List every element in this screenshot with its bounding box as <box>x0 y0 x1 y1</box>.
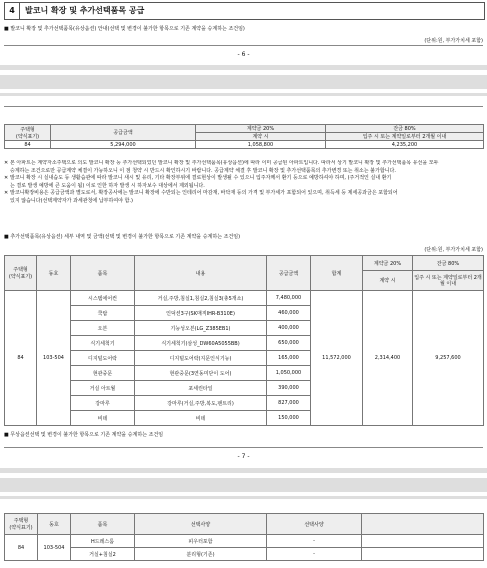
header-balance: 잔금 80% <box>326 125 484 133</box>
list-item: ✕ 본 아파트는 계약자소주택으로 의도 발코니 확장 등 추가선택되었던 발코니 확장 및 추가선택품목(유상옵션)에 따라 이미 공급된 아파트입니다. 따라서 상기 발코니 확장 및 추가선택품목 유선을 모두 <box>4 160 439 166</box>
list-item: 승계하는 조건으로만 공급계약 체결이 가능하오니 이 점 청약 시 반드시 확인하시기 바랍니다. 공급계약 체결 후 발코니 확장 및 추가선택품목의 추가변경 또는 취소는 불가합니다. <box>10 167 396 174</box>
cell-type: 84 <box>5 291 37 426</box>
page-gap-bar <box>0 65 487 70</box>
cell-balance: 9,257,600 <box>413 291 484 426</box>
header-deposit-sub: 계약 시 <box>363 271 413 291</box>
header-balance: 잔금 80% <box>413 256 484 271</box>
free-option-note: ■ 무상옵션선택 및 변경이 불가한 항목으로 기존 계약을 승계하는 조건임 <box>4 432 164 438</box>
header-balance-sub: 입주 시 또는 계약일로부터 2개월 이내 <box>326 133 484 141</box>
table-row: 거실+침실2 분리형(기존) - <box>5 548 484 561</box>
table-row: 디지털도어락 디지털도어락(지문인식기능) 165,000 <box>5 351 484 366</box>
list-item: 있지 않습니다(선택계약자가 과세관청에 납부하여야 함.) <box>10 197 133 204</box>
table-row: 84 103-504 시스템에어컨 거실,주방,침실1,침실2,침실3(총5개소) 7,480,000 11,572,000 2,314,400 9,257,600 <box>5 291 484 306</box>
table-row: 식기세척기 식기세척기(삼성_DW60A5055BB) 650,000 <box>5 336 484 351</box>
section-number: 4 <box>5 3 20 19</box>
page-gap-band <box>0 75 487 89</box>
header-choice-1: 선택사양 <box>135 514 267 535</box>
table-row: 현관중문 현관중문(3연동미닫이 도어) 1,050,000 <box>5 366 484 381</box>
page-number-7: - 7 - <box>237 453 250 460</box>
divider <box>4 447 483 448</box>
cell-dong: 103-504 <box>38 535 71 561</box>
header-price: 공급금액 <box>51 125 196 141</box>
free-option-table <box>4 513 484 561</box>
table-row: 거실 아트월 포세린타일 390,000 <box>5 381 484 396</box>
notice-bullets <box>4 160 483 206</box>
list-item: ✕ 발코니확장비용은 공급금액과 별도로서, 확장공사에는 발코니 확장에 수반되는 인테리어 마감재, 바닥재 등의 가격 및 부가세가 포함되어 있으며, 취득세 등 제세공과금은 포함되어 <box>4 190 398 197</box>
list-item: ✕ 발코니 확장 시 실내습도 등 생활습관에 따라 발코니 새시 및 유리, 기타 확장부위에 결로현상이 발생될 수 있으니 입주자께서 환기 등으로 예방하셔야 하며, (주거적인 실내 환기 <box>4 175 392 182</box>
balcony-price-table <box>4 124 484 149</box>
page-gap-band <box>0 478 487 492</box>
cell-dong: 103-504 <box>37 291 71 426</box>
page-gap-bar <box>0 93 487 96</box>
header-item: 품목 <box>71 256 135 291</box>
table-row: 84 5,294,000 1,058,800 4,235,200 <box>5 141 484 149</box>
header-item: 품목 <box>71 514 135 535</box>
cell-total: 11,572,000 <box>311 291 363 426</box>
page-gap-bar <box>0 468 487 473</box>
header-type: 주택형 (약식표기) <box>5 514 38 535</box>
section-title: 발코니 확장 및 추가선택품목 공급 <box>25 6 145 15</box>
header-balance-sub: 입주 시 또는 계약일로부터 2개월 이내 <box>413 271 484 291</box>
options-price-table <box>4 255 484 426</box>
header-total: 합계 <box>311 256 363 291</box>
header-choice-2: 선택사양 <box>267 514 362 535</box>
table-row: 84 103-504 H드레스룸 피우터포함 - <box>5 535 484 548</box>
divider <box>4 106 483 107</box>
table-row: 비데 비데 150,000 <box>5 411 484 426</box>
cell-type: 84 <box>5 535 38 561</box>
header-type: 주택형 (약식표기) <box>5 256 37 291</box>
header-empty <box>362 514 484 535</box>
page-gap-bar <box>0 496 487 499</box>
table-row: 강마루 강마루(거실,주방,복도,팬트리) 827,000 <box>5 396 484 411</box>
cell-deposit: 2,314,400 <box>363 291 413 426</box>
list-item: 는 결로 발생 예방에 큰 도움이 됨) 이로 인한 하자 발생 시 하자보수 대상에서 제외됩니다. <box>10 182 205 189</box>
table-row: 오븐 기능성오븐(LG_Z385EB1) 400,000 <box>5 321 484 336</box>
header-price: 공급금액 <box>267 256 311 291</box>
header-deposit: 계약금 20% <box>196 125 326 133</box>
page-number-6: - 6 - <box>237 51 250 58</box>
header-deposit-sub: 계약 시 <box>196 133 326 141</box>
top-unit: (단위:원, 부가가치세 포함) <box>424 38 483 44</box>
header-content: 내용 <box>135 256 267 291</box>
header-deposit: 계약금 20% <box>363 256 413 271</box>
header-dong: 동호 <box>38 514 71 535</box>
options-note: ■ 추가선택품목(유상옵션) 세부 내역 및 금액(선택 및 변경이 불가한 항목으로 기존 계약을 승계하는 조건임) <box>4 234 241 240</box>
divider <box>4 45 483 46</box>
section-header <box>4 2 485 20</box>
options-unit: (단위:원, 부가가치세 포함) <box>424 247 483 253</box>
table-row: 쿡탑 인덕션3구(SK매직IHR-B310E) 460,000 <box>5 306 484 321</box>
header-type: 주택형 (약식표기) <box>5 125 51 141</box>
top-note: ■ 발코니 확장 및 추가선택품목(유상옵션) 안내(선택 및 변경이 불가한 항목으로 기존 계약을 승계하는 조건임) <box>4 26 245 32</box>
header-dong: 동호 <box>37 256 71 291</box>
